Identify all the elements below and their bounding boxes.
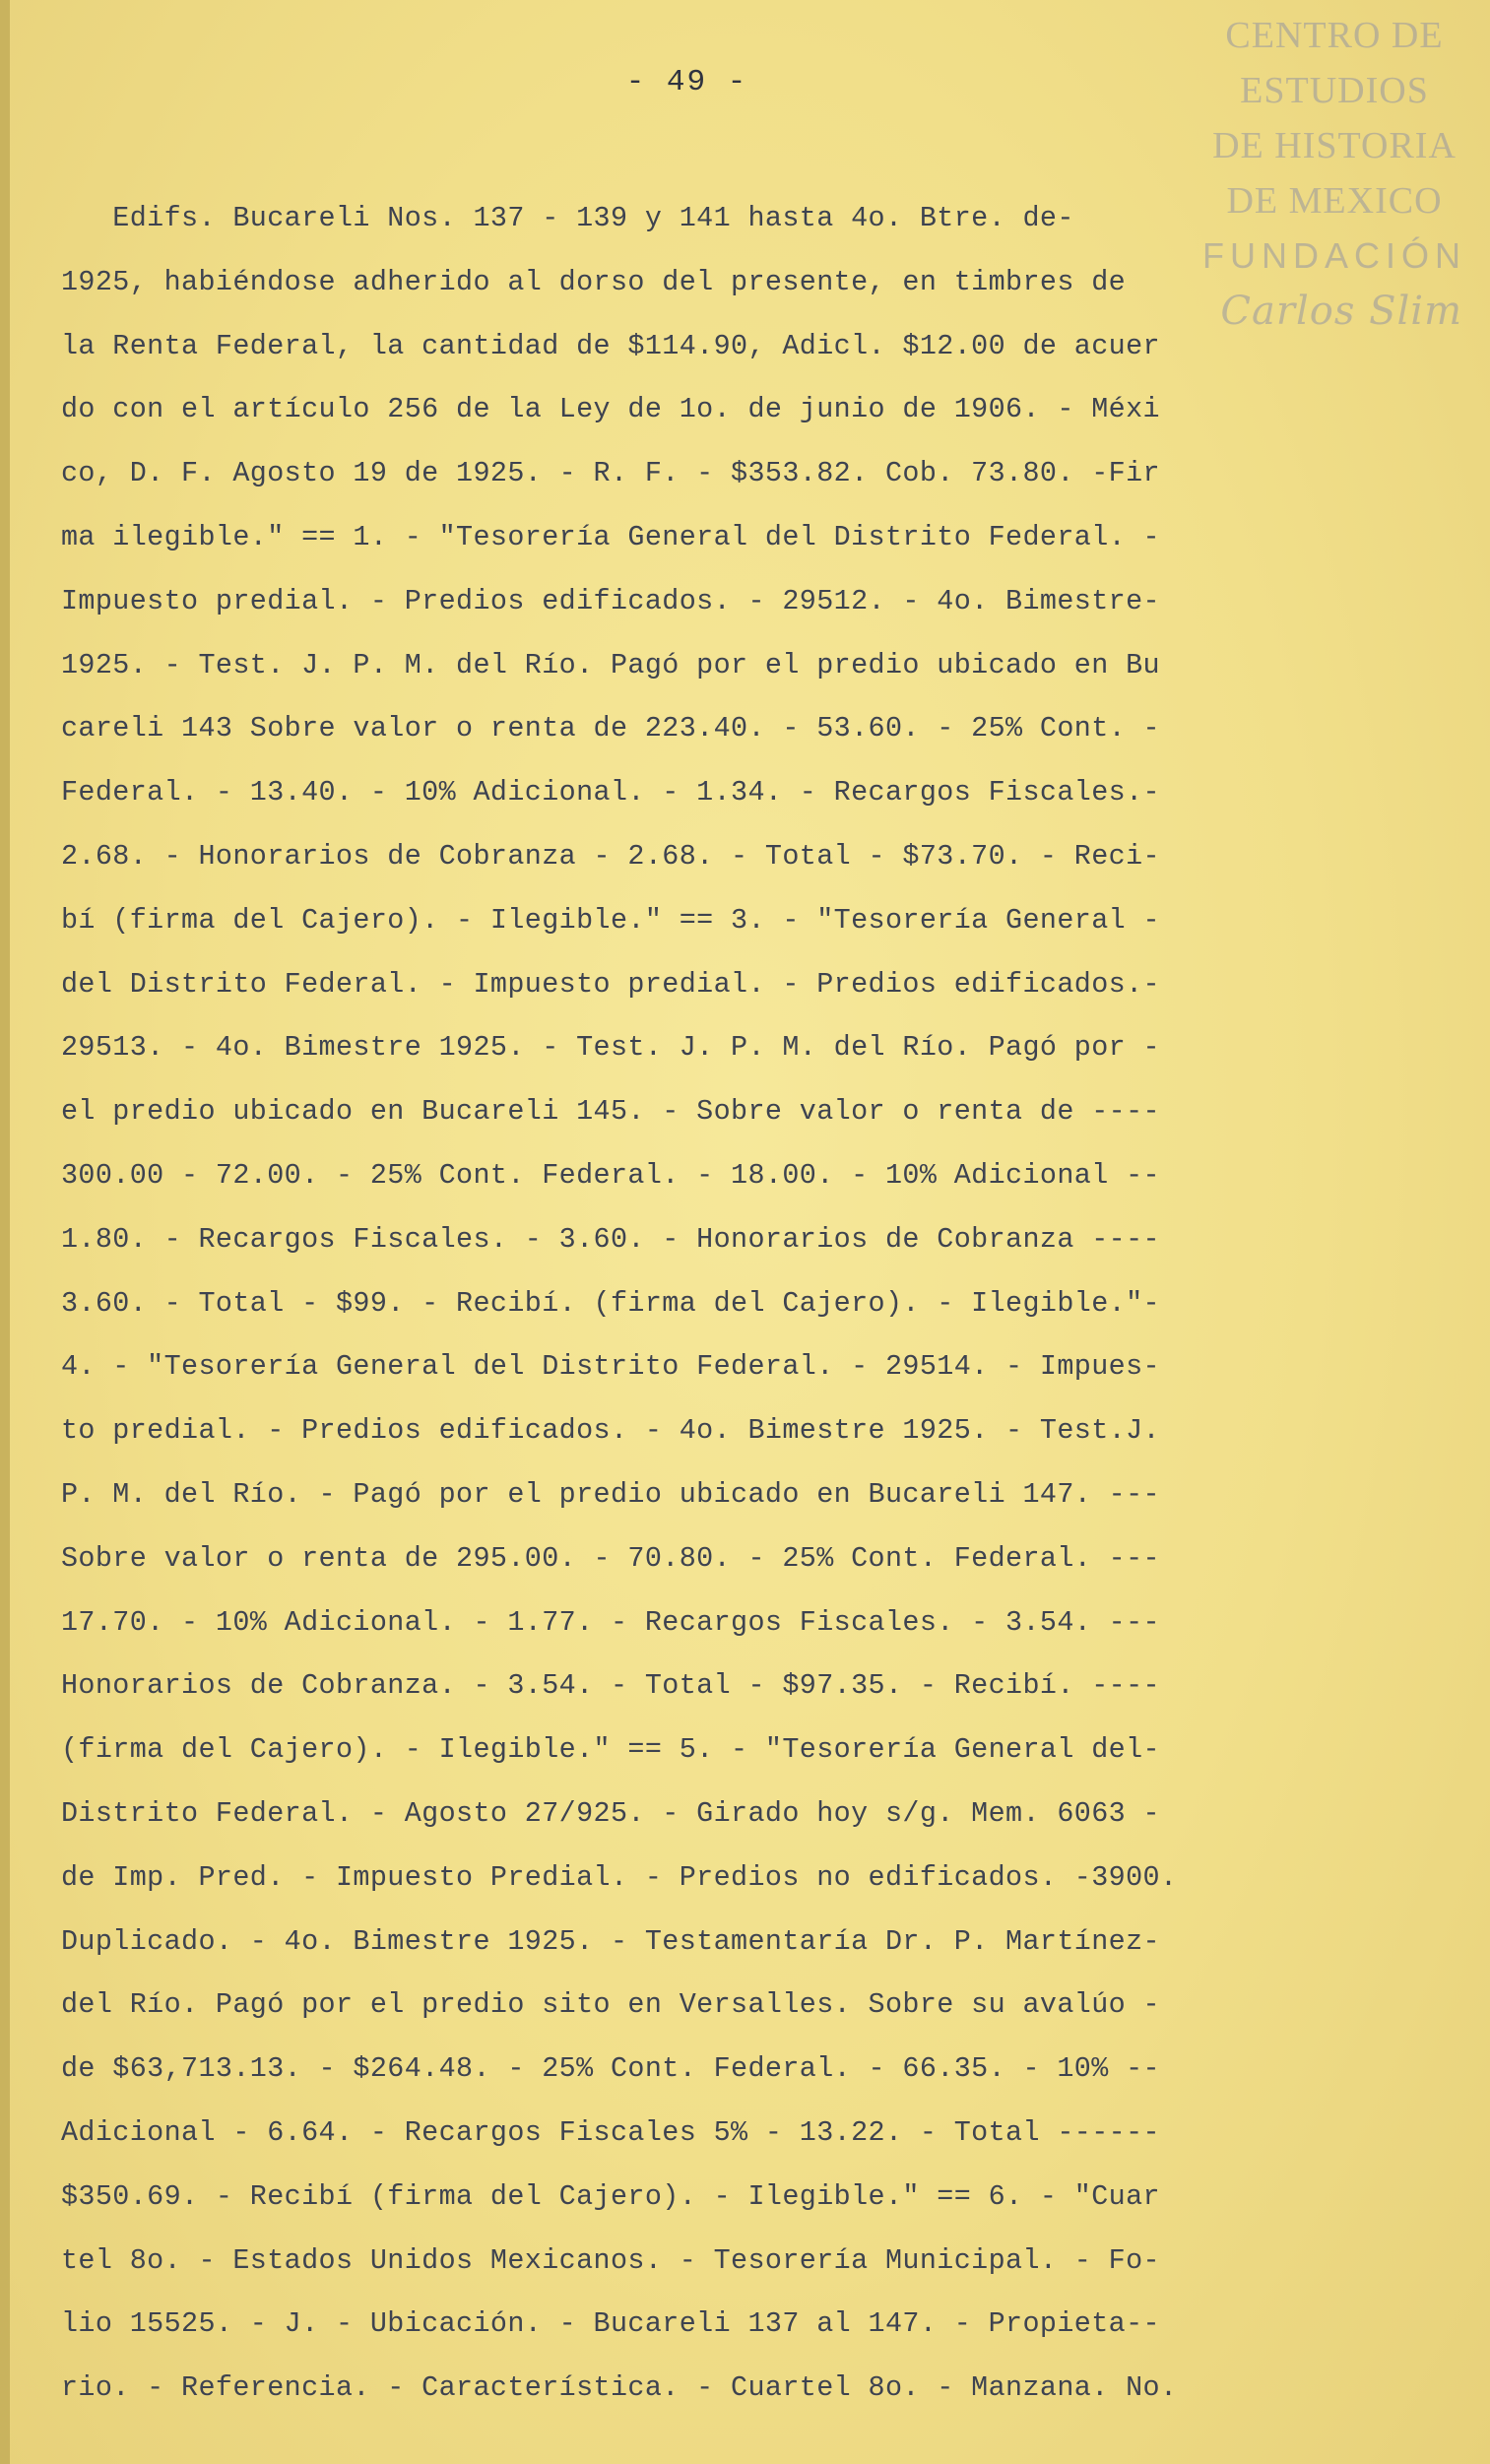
watermark-line: DE MEXICO — [1226, 180, 1443, 222]
text-line: Sobre valor o renta de 295.00. - 70.80. - 25% Cont. Federal. --- — [61, 1541, 1160, 1575]
text-line: 17.70. - 10% Adicional. - 1.77. - Recargos Fiscales. - 3.54. --- — [61, 1605, 1160, 1639]
text-line: Edifs. Bucareli Nos. 137 - 139 y 141 hasta 4o. Btre. de- — [61, 202, 1074, 234]
text-line: 2.68. - Honorarios de Cobranza - 2.68. - Total - $73.70. - Reci- — [61, 839, 1160, 873]
text-line: rio. - Referencia. - Característica. - Cuartel 8o. - Manzana. No. — [61, 2371, 1178, 2405]
watermark-line: ESTUDIOS — [1240, 70, 1429, 111]
text-line: del Distrito Federal. - Impuesto predial. - Predios edificados.- — [61, 967, 1160, 1001]
text-line: tel 8o. - Estados Unidos Mexicanos. - Tesorería Municipal. - Fo- — [61, 2243, 1160, 2277]
text-line: de Imp. Pred. - Impuesto Predial. - Predios no edificados. -3900. — [61, 1860, 1178, 1894]
text-line: 29513. - 4o. Bimestre 1925. - Test. J. P. M. del Río. Pagó por - — [61, 1031, 1160, 1065]
text-line: Duplicado. - 4o. Bimestre 1925. - Testamentaría Dr. P. Martínez- — [61, 1924, 1160, 1958]
page-edge-shadow — [0, 0, 10, 2464]
page-number: - 49 - — [625, 65, 748, 99]
watermark-line: CENTRO DE — [1225, 15, 1444, 56]
text-line: 1925, habiéndose adherido al dorso del presente, en timbres de — [61, 265, 1127, 298]
text-line: la Renta Federal, la cantidad de $114.90, Adicl. $12.00 de acuer — [61, 329, 1160, 362]
text-line: P. M. del Río. - Pagó por el predio ubicado en Bucareli 147. --- — [61, 1477, 1160, 1511]
text-line: Distrito Federal. - Agosto 27/925. - Girado hoy s/g. Mem. 6063 - — [61, 1796, 1160, 1830]
text-line: Adicional - 6.64. - Recargos Fiscales 5% - 13.22. - Total ------ — [61, 2115, 1160, 2149]
text-line: Honorarios de Cobranza. - 3.54. - Total - $97.35. - Recibí. ---- — [61, 1669, 1160, 1703]
watermark-line: DE HISTORIA — [1212, 125, 1457, 166]
text-line: 300.00 - 72.00. - 25% Cont. Federal. - 18.00. - 10% Adicional -- — [61, 1158, 1160, 1192]
text-line: Federal. - 13.40. - 10% Adicional. - 1.34. - Recargos Fiscales.- — [61, 776, 1160, 810]
text-line: $350.69. - Recibí (firma del Cajero). - Ilegible." == 6. - "Cuar — [61, 2179, 1160, 2213]
text-line: (firma del Cajero). - Ilegible." == 5. - "Tesorería General del- — [61, 1733, 1160, 1767]
text-line: el predio ubicado en Bucareli 145. - Sobre valor o renta de ---- — [61, 1095, 1160, 1129]
text-line: ma ilegible." == 1. - "Tesorería General del Distrito Federal. - — [61, 520, 1160, 553]
text-line: de $63,713.13. - $264.48. - 25% Cont. Federal. - 66.35. - 10% -- — [61, 2052, 1160, 2086]
text-line: 1925. - Test. J. P. M. del Río. Pagó por el predio ubicado en Bu — [61, 648, 1160, 681]
text-line: bí (firma del Cajero). - Ilegible." == 3. - "Tesorería General - — [61, 903, 1160, 937]
typewritten-text-body — [61, 187, 1331, 2421]
text-line: do con el artículo 256 de la Ley de 1o. de junio de 1906. - Méxi — [61, 393, 1160, 426]
text-line: 1.80. - Recargos Fiscales. - 3.60. - Honorarios de Cobranza ---- — [61, 1222, 1160, 1256]
text-line: careli 143 Sobre valor o renta de 223.40. - 53.60. - 25% Cont. - — [61, 712, 1160, 746]
text-line: del Río. Pagó por el predio sito en Versalles. Sobre su avalúo - — [61, 1988, 1160, 2022]
text-line: to predial. - Predios edificados. - 4o. Bimestre 1925. - Test.J. — [61, 1414, 1160, 1448]
text-line: lio 15525. - J. - Ubicación. - Bucareli 137 al 147. - Propieta-- — [61, 2307, 1160, 2341]
watermark-foundation: FUNDACIÓN — [1202, 235, 1466, 276]
text-line: 4. - "Tesorería General del Distrito Federal. - 29514. - Impues- — [61, 1350, 1160, 1384]
text-line: 3.60. - Total - $99. - Recibí. (firma del Cajero). - Ilegible."- — [61, 1286, 1160, 1320]
text-line: Impuesto predial. - Predios edificados. - 29512. - 4o. Bimestre- — [61, 584, 1160, 617]
watermark-signature: Carlos Slim — [1220, 289, 1462, 334]
text-line: co, D. F. Agosto 19 de 1925. - R. F. - $353.82. Cob. 73.80. -Fir — [61, 457, 1160, 490]
